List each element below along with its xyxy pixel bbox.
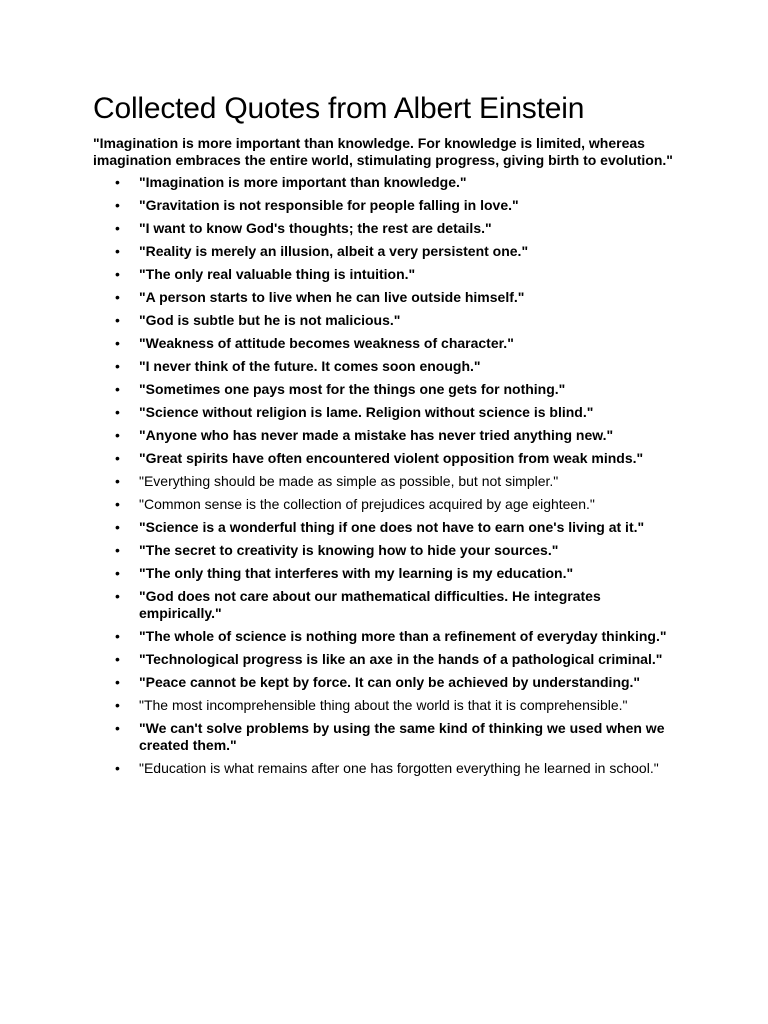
bullet-icon: • — [115, 335, 120, 351]
bullet-icon: • — [115, 450, 120, 466]
list-item — [93, 697, 683, 714]
intro-quote: "Imagination is more important than knowledge. For knowledge is limited, whereas imagination embraces the entire world, stimulating progress, giving birth to evolution." — [93, 135, 673, 168]
quote-text: "Common sense is the collection of prejudices acquired by age eighteen." — [139, 496, 595, 512]
bullet-icon: • — [115, 565, 120, 581]
quote-text: "Education is what remains after one has forgotten everything he learned in school." — [139, 760, 659, 776]
page-title: Collected Quotes from Albert Einstein — [93, 92, 585, 125]
bullet-icon: • — [115, 243, 120, 259]
quote-text: "The whole of science is nothing more than a refinement of everyday thinking." — [139, 628, 667, 644]
list-item — [93, 243, 683, 260]
bullet-icon: • — [115, 404, 120, 420]
quote-text: "We can't solve problems by using the same kind of thinking we used when we created them." — [139, 720, 665, 753]
quote-text: "A person starts to live when he can live outside himself." — [139, 289, 525, 305]
list-item — [93, 473, 683, 490]
bullet-icon: • — [115, 519, 120, 535]
list-item — [93, 289, 683, 306]
bullet-icon: • — [115, 174, 120, 190]
list-item — [93, 720, 683, 754]
list-item — [93, 220, 683, 237]
quote-text: "Great spirits have often encountered violent opposition from weak minds." — [139, 450, 644, 466]
quote-text: "Technological progress is like an axe in the hands of a pathological criminal." — [139, 651, 663, 667]
bullet-icon: • — [115, 289, 120, 305]
bullet-icon: • — [115, 197, 120, 213]
quote-text: "I never think of the future. It comes soon enough." — [139, 358, 481, 374]
bullet-icon: • — [115, 473, 120, 489]
list-item — [93, 381, 683, 398]
bullet-icon: • — [115, 651, 120, 667]
quote-text: "I want to know God's thoughts; the rest are details." — [139, 220, 492, 236]
list-item — [93, 651, 683, 668]
document-page — [93, 88, 683, 783]
bullet-icon: • — [115, 542, 120, 558]
quote-text: "Everything should be made as simple as possible, but not simpler." — [139, 473, 559, 489]
list-item — [93, 427, 683, 444]
list-item — [93, 588, 683, 622]
bullet-icon: • — [115, 312, 120, 328]
bullet-icon: • — [115, 220, 120, 236]
quote-text: "Anyone who has never made a mistake has never tried anything new." — [139, 427, 614, 443]
list-item — [93, 404, 683, 421]
bullet-icon: • — [115, 358, 120, 374]
quote-text: "Weakness of attitude becomes weakness of character." — [139, 335, 514, 351]
bullet-icon: • — [115, 697, 120, 713]
quote-text: "The most incomprehensible thing about the world is that it is comprehensible." — [139, 697, 628, 713]
list-item — [93, 358, 683, 375]
list-item — [93, 266, 683, 283]
bullet-icon: • — [115, 496, 120, 512]
list-item — [93, 760, 683, 777]
list-item — [93, 674, 683, 691]
bullet-icon: • — [115, 628, 120, 644]
bullet-icon: • — [115, 674, 120, 690]
list-item — [93, 174, 683, 191]
bullet-icon: • — [115, 266, 120, 282]
quote-text: "Science is a wonderful thing if one does not have to earn one's living at it." — [139, 519, 645, 535]
quote-text: "The secret to creativity is knowing how to hide your sources." — [139, 542, 559, 558]
bullet-icon: • — [115, 720, 120, 736]
quote-list — [93, 174, 683, 777]
list-item — [93, 565, 683, 582]
quote-text: "God does not care about our mathematical difficulties. He integrates empirically." — [139, 588, 601, 621]
list-item — [93, 335, 683, 352]
quote-text: "The only real valuable thing is intuition." — [139, 266, 416, 282]
bullet-icon: • — [115, 760, 120, 776]
bullet-icon: • — [115, 588, 120, 604]
quote-text: "God is subtle but he is not malicious." — [139, 312, 401, 328]
quote-text: "Peace cannot be kept by force. It can only be achieved by understanding." — [139, 674, 641, 690]
list-item — [93, 542, 683, 559]
list-item — [93, 450, 683, 467]
quote-text: "Reality is merely an illusion, albeit a very persistent one." — [139, 243, 529, 259]
bullet-icon: • — [115, 427, 120, 443]
quote-text: "Sometimes one pays most for the things one gets for nothing." — [139, 381, 566, 397]
list-item — [93, 628, 683, 645]
quote-text: "Science without religion is lame. Religion without science is blind." — [139, 404, 594, 420]
quote-text: "Gravitation is not responsible for people falling in love." — [139, 197, 519, 213]
bullet-icon: • — [115, 381, 120, 397]
list-item — [93, 519, 683, 536]
list-item — [93, 312, 683, 329]
list-item — [93, 197, 683, 214]
quote-text: "The only thing that interferes with my learning is my education." — [139, 565, 574, 581]
list-item — [93, 496, 683, 513]
quote-text: "Imagination is more important than knowledge." — [139, 174, 467, 190]
